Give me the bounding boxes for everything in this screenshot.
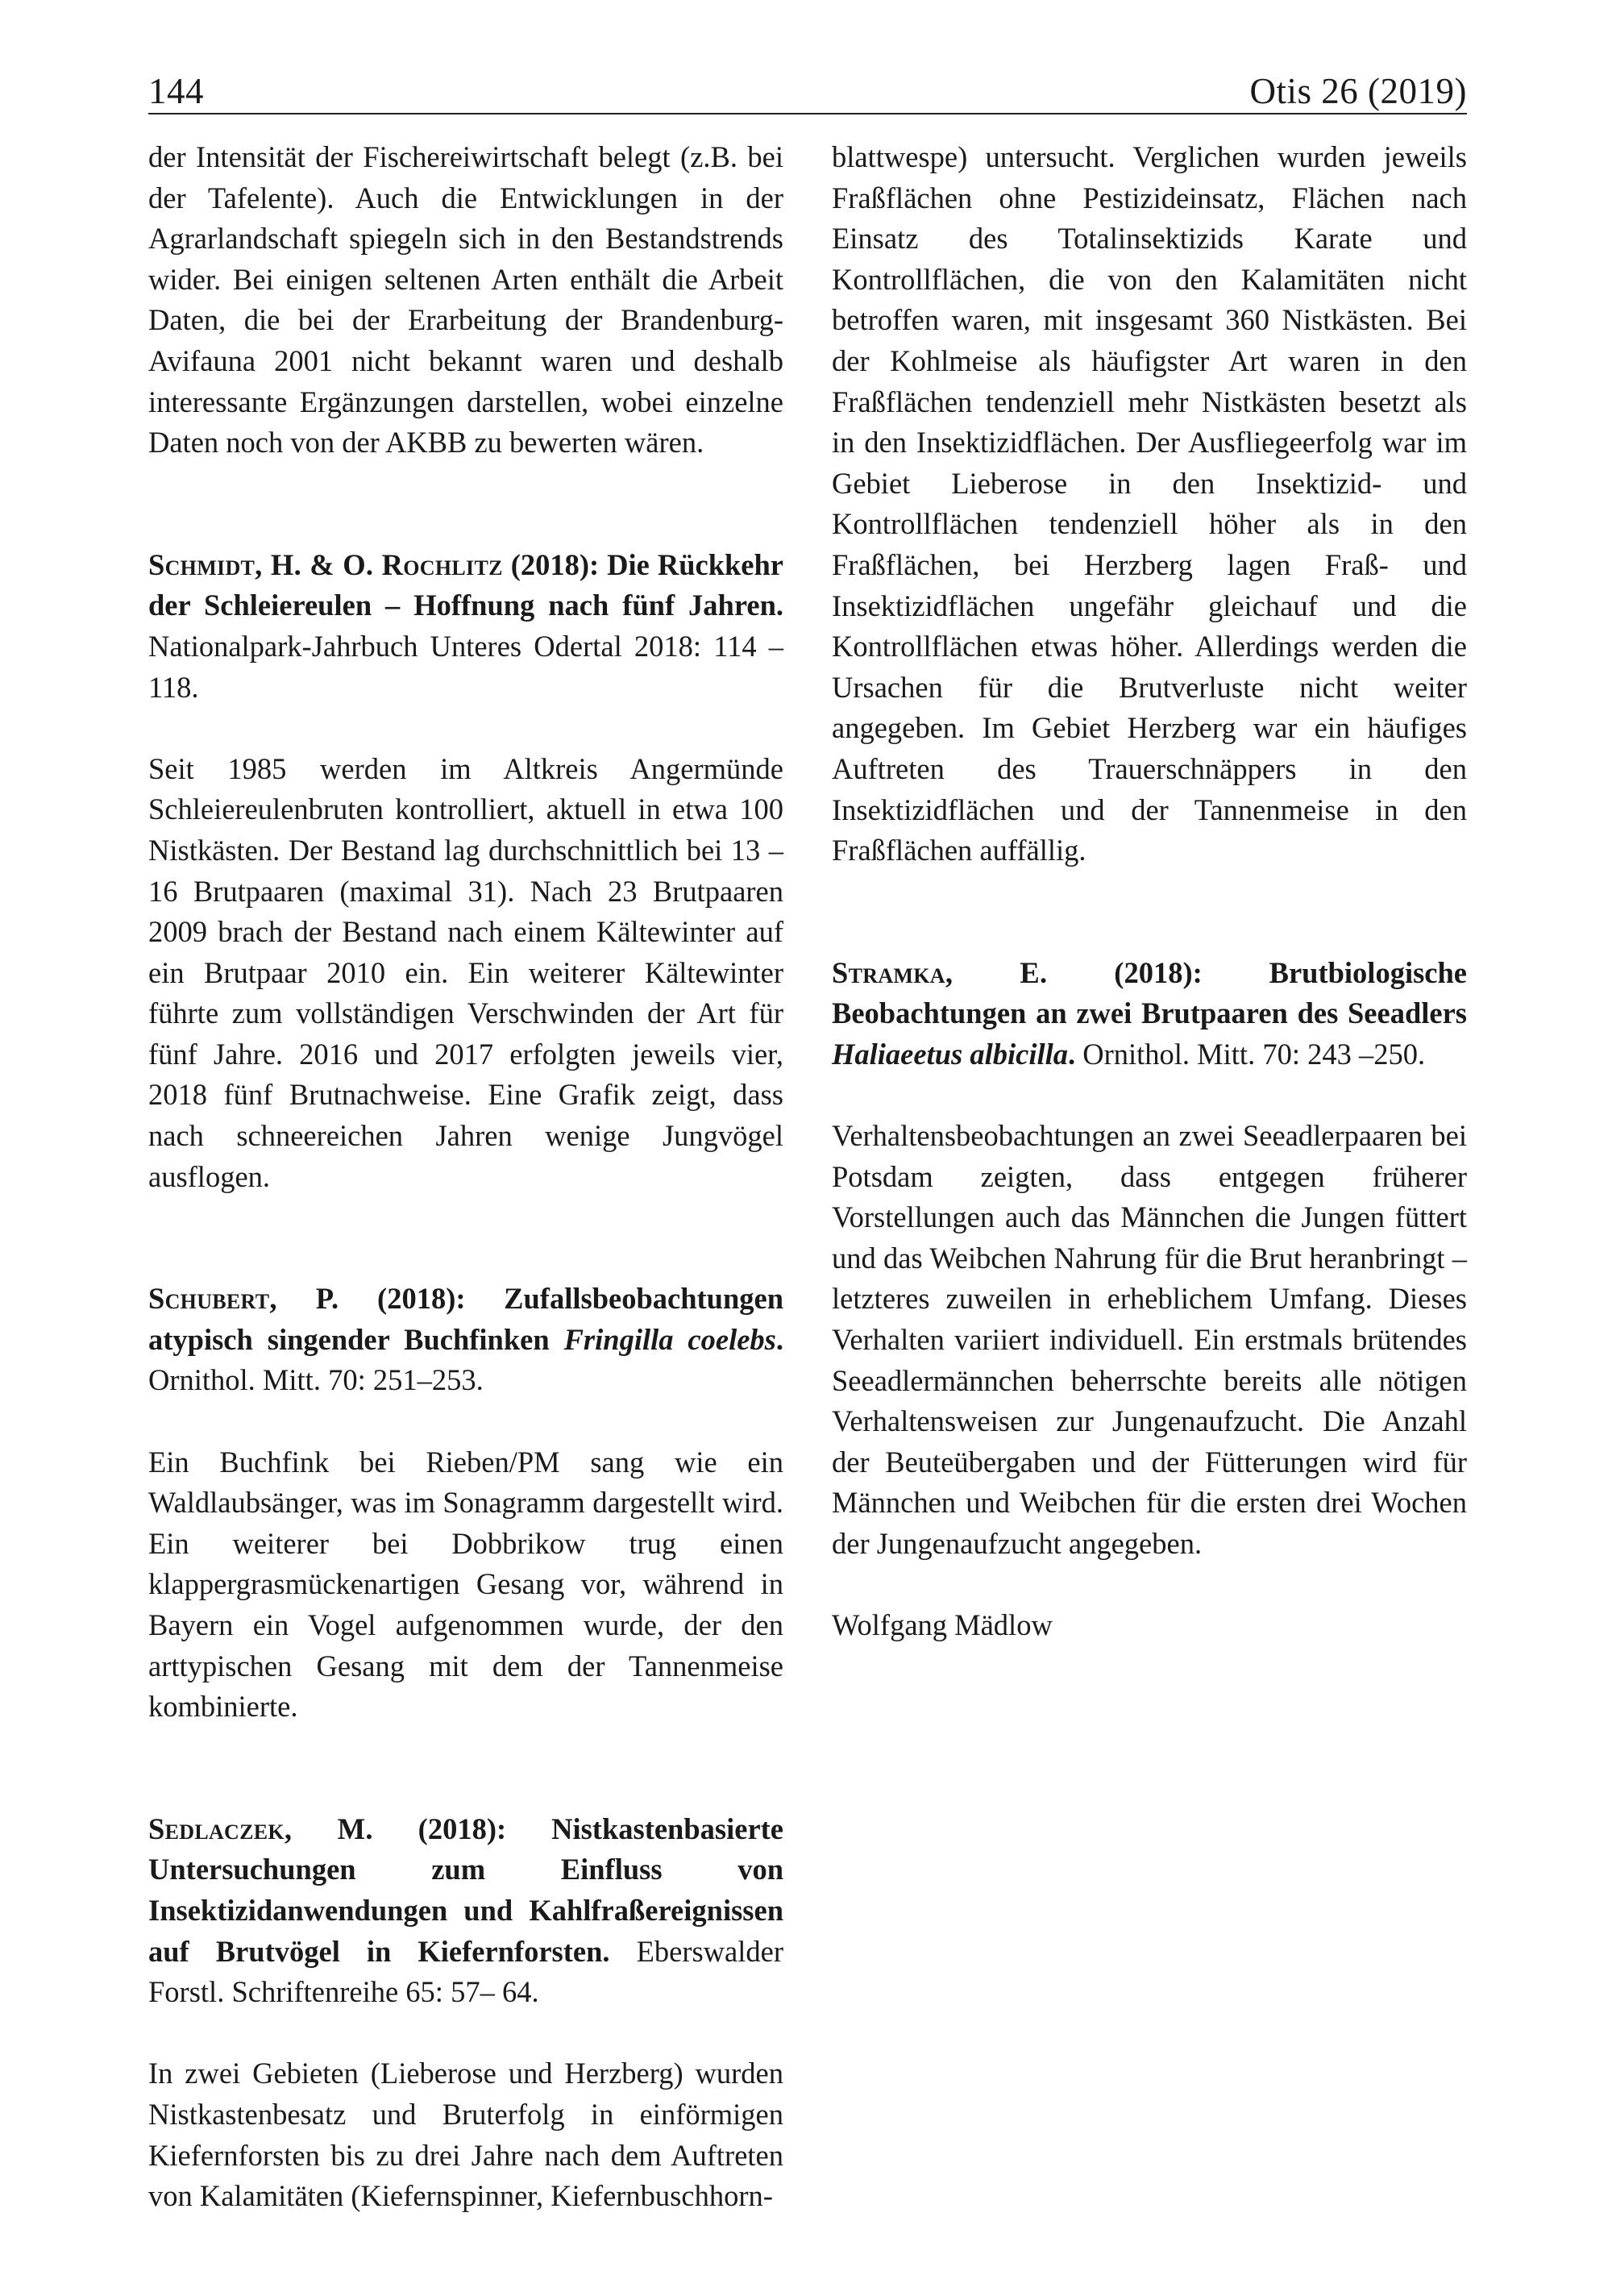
entry-authors: Schmidt, H. & O. Rochlitz <box>148 547 503 581</box>
entry-citation <box>148 545 783 708</box>
continued-abstract: blattwespe) untersucht. Verglichen wurden jeweils Fraßflächen ohne Pestizideinsatz, Flächen nach Einsatz des Totalinsektizids Karate und Kontrollflächen, die von den Kalamitäten nicht betroffen waren, mit insgesamt 360 Nistkästen. Bei der Kohlmeise als häufigster Art waren in den Fraßflächen tendenziell mehr Nistkästen besetzt als in den Insektizidflächen. Der Ausfliegeerfolg war im Gebiet Lieberose in den Insektizid- und Kontrollflächen tendenziell höher als in den Fraßflächen, bei Herzberg lagen Fraß- und Insektizidflächen ungefähr gleichauf und die Kontrollflächen etwas höher. Allerdings werden die Ursachen für die Brutverluste nicht weiter angegeben. Im Gebiet Herzberg war ein häufiges Auftreten des Trauerschnäppers in den Insektizidflächen und der Tannenmeise in den Fraßflächen auffällig. <box>832 140 1467 867</box>
entry-title: Nistkastenbasierte Untersuchungen zum Einfluss von Insektizidanwendungen und Kahlfraßereignissen auf Brutvögel in Kiefernforsten. <box>148 1811 784 1968</box>
entry-citation <box>832 953 1467 1075</box>
entry-year: (2018): <box>1047 955 1203 989</box>
entry-title: Zufallsbeobachtungen atypisch singender Buchfinken <box>148 1282 783 1356</box>
entry-authors: Sedlaczek, M. <box>148 1811 373 1845</box>
entry-authors: Schubert, P. <box>148 1282 339 1316</box>
review-entry <box>148 1279 783 1728</box>
entry-abstract: In zwei Gebieten (Lieberose und Herzberg) wurden Nistkastenbesatz und Bruterfolg in einförmigen Kiefernforsten bis zu drei Jahre nach dem Auftreten von Kalamitäten (Kiefernspinner, Kiefernbuschhorn- <box>148 2057 783 2213</box>
entry-year: (2018): <box>372 1811 507 1845</box>
entry-title: Die Rückkehr der Schleiereulen – Hoffnung nach fünf Jahren. <box>148 547 783 622</box>
entry-title-end: . <box>775 1322 783 1356</box>
entry-source: Nationalpark-Jahrbuch Unteres Odertal 2018: 114 –118. <box>148 629 783 704</box>
entry-authors: Stramka, E. <box>832 955 1048 989</box>
entry-species: Haliaeetus albicilla <box>832 1037 1068 1071</box>
header-rule <box>148 113 1467 114</box>
right-column <box>832 137 1467 1646</box>
left-column <box>148 137 783 2217</box>
entry-abstract: Ein Buchfink bei Rieben/PM sang wie ein Waldlaubsänger, was im Sonagramm dargestellt wird. Ein weiterer bei Dobbrikow trug einen klappergrasmückenartigen Gesang vor, während in Bayern ein Vogel aufgenommen wurde, der den arttypischen Gesang mit dem der Tannenmeise kombinierte. <box>148 1445 783 1724</box>
intro-paragraph: der Intensität der Fischereiwirtschaft belegt (z.B. bei der Tafelente). Auch die Entwicklungen in der Agrarlandschaft spiegeln sich in den Bestandstrends wider. Bei einigen seltenen Arten enthält die Arbeit Daten, die bei der Erarbeitung der Brandenburg-Avifauna 2001 nicht bekannt waren und deshalb interessante Ergänzungen darstellen, wobei einzelne Daten noch von der AKBB zu bewerten wären. <box>148 140 783 460</box>
entry-year: (2018): <box>339 1282 466 1316</box>
running-head <box>148 64 1467 110</box>
review-entry <box>148 545 783 1198</box>
review-entry <box>148 1809 783 2217</box>
entry-species: Fringilla coelebs <box>563 1322 776 1356</box>
review-entry <box>832 953 1467 1565</box>
entry-year: (2018): <box>502 547 600 581</box>
entry-title-end: . <box>1068 1037 1076 1071</box>
entry-citation <box>148 1279 783 1401</box>
entry-abstract: Seit 1985 werden im Altkreis Angermünde Schleiereulenbruten kontrolliert, aktuell in etwa 100 Nistkästen. Der Bestand lag durchschnittlich bei 13 –16 Brutpaaren (maximal 31). Nach 23 Brutpaaren 2009 brach der Bestand nach einem Kältewinter auf ein Brutpaar 2010 ein. Ein weiterer Kältewinter führte zum vollständigen Verschwinden der Art für fünf Jahre. 2016 und 2017 erfolgten jeweils vier, 2018 fünf Brutnachweise. Eine Grafik zeigt, dass nach schneereichen Jahren wenige Jungvögel ausflogen. <box>148 751 783 1193</box>
entry-source: Ornithol. Mitt. 70: 243 –250. <box>1075 1037 1426 1071</box>
reviewer-name: Wolfgang Mädlow <box>832 1608 1053 1642</box>
journal-citation: Otis 26 (2019) <box>1249 71 1467 111</box>
entry-source: Ornithol. Mitt. 70: 251–253. <box>148 1363 484 1397</box>
page-number: 144 <box>148 71 204 111</box>
entry-source: Eberswalder Forstl. Schriftenreihe 65: 57– 64. <box>148 1934 783 2009</box>
entry-citation <box>148 1809 783 2013</box>
entry-title: Brutbiologische Beobachtungen an zwei Brutpaaren des Seeadlers <box>832 955 1467 1030</box>
entry-abstract: Verhaltensbeobachtungen an zwei Seeadlerpaaren bei Potsdam zeigten, dass entgegen früherer Vorstellungen auch das Männchen die Jungen füttert und das Weibchen Nahrung für die Brut heranbringt – letzteres zuweilen in erheblichem Umfang. Dieses Verhalten variiert individuell. Ein erstmals brütendes Seeadlermännchen beherrschte bereits alle nötigen Verhaltensweisen zur Jungenaufzucht. Die Anzahl der Beuteübergaben und der Fütterungen wird für Männchen und Weibchen für die ersten drei Wochen der Jungenaufzucht angegeben. <box>832 1119 1467 1560</box>
